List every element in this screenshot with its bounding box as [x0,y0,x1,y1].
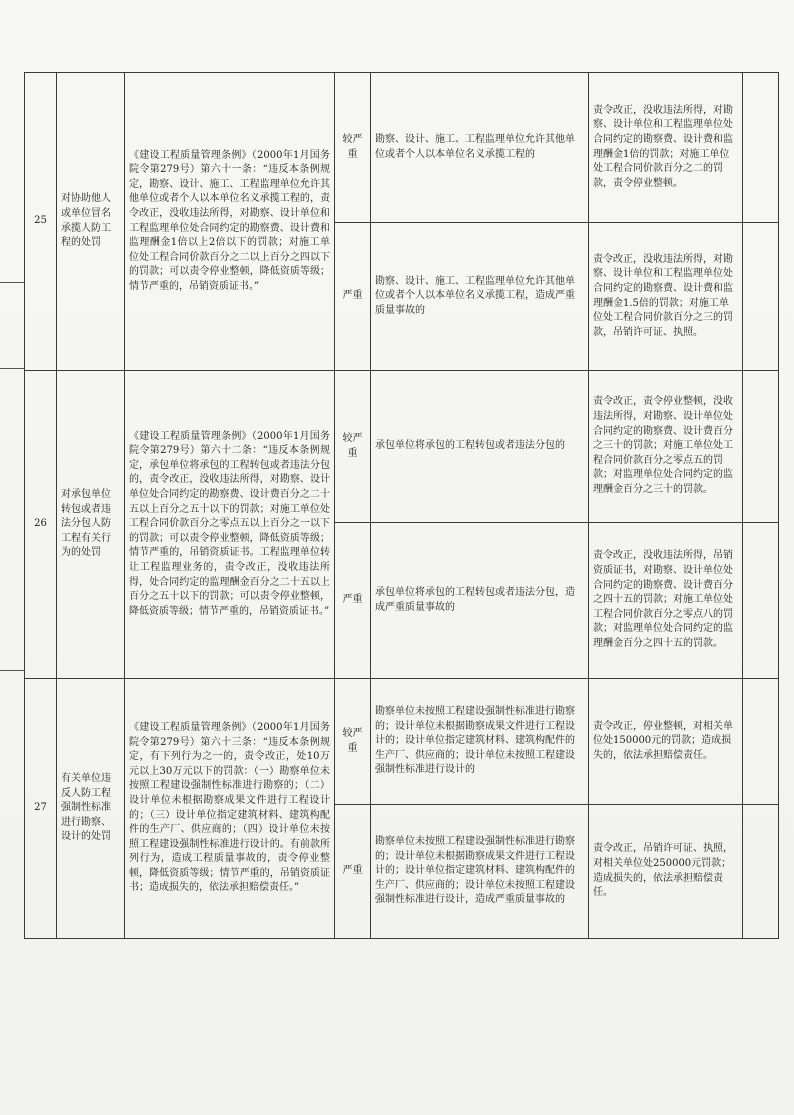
violation-condition: 勘察单位未按照工程建设强制性标准进行勘察的；设计单位未根据勘察成果文件进行工程设计的；设计单位指定建筑材料、建筑构配件的生产厂、供应商的；设计单位未按照工程建设强制性标准进行设计，造成严重质量事故的 [371,805,589,939]
remarks-cell [743,73,779,223]
penalty-standard: 责令改正，责令停业整顿，没收违法所得，对勘察、设计单位处合同约定的勘察费、设计费百分之三十的罚款；对施工单位处工程合同价款百分之零点五的罚款；对监理单位处合同约定的监理酬金百分之三十的罚款。 [589,371,743,523]
penalty-standard: 责令改正，没收违法所得，吊销资质证书，对勘察、设计单位处合同约定的勘察费、设计费百分之四十五的罚款；对施工单位处工程合同价款百分之零点八的罚款；对监理单位处合同约定的监理酬金百分之四十五的罚款。 [589,523,743,679]
severity-level: 严重 [335,223,371,371]
left-margin-strip [0,72,25,932]
remarks-cell [743,679,779,805]
violation-condition: 勘察、设计、施工、工程监理单位允许其他单位或者个人以本单位名义承揽工程的 [371,73,589,223]
remarks-cell [743,223,779,371]
severity-level: 较严重 [335,371,371,523]
violation-condition: 勘察单位未按照工程建设强制性标准进行勘察的；设计单位未根据勘察成果文件进行工程设计的；设计单位指定建筑材料、建筑构配件的生产厂、供应商的；设计单位未按照工程建设强制性标准进行设计的 [371,679,589,805]
remarks-cell [743,805,779,939]
penalty-standard: 责令改正，没收违法所得，对勘察、设计单位和工程监理单位处合同约定的勘察费、设计费和监理酬金1.5倍的罚款；对施工单位处工程合同价款百分之三的罚款，吊销许可证、执照。 [589,223,743,371]
violation-condition: 勘察、设计、施工、工程监理单位允许其他单位或者个人以本单位名义承揽工程，造成严重质量事故的 [371,223,589,371]
table-row [25,679,779,805]
violation-condition: 承包单位将承包的工程转包或者违法分包，造成严重质量事故的 [371,523,589,679]
legal-basis: 《建设工程质量管理条例》（2000年1月国务院令第279号）第六十一条：“违反本条例规定，勘察、设计、施工、工程监理单位允许其他单位或者个人以本单位名义承揽工程的，责令改正，没收违法所得，对勘察、设计单位和工程监理单位处合同约定的勘察费、设计费和监理酬金1倍以上2倍以下的罚款；对施工单位处工程合同价款百分之二以上百分之四以下的罚款；可以责令停业整顿，降低资质等级；情节严重的，吊销资质证书。” [125,73,335,371]
violation-item: 对协助他人或单位冒名承揽人防工程的处罚 [57,73,125,371]
penalty-standard: 责令改正，没收违法所得，对勘察、设计单位和工程监理单位处合同约定的勘察费、设计费和监理酬金1倍的罚款；对施工单位处工程合同价款百分之二的罚款，责令停业整顿。 [589,73,743,223]
severity-level: 较严重 [335,679,371,805]
row-number: 26 [25,371,57,679]
margin-divider [0,368,24,369]
violation-item: 对承包单位转包或者违法分包人防工程有关行为的处罚 [57,371,125,679]
row-number: 25 [25,73,57,371]
severity-level: 较严重 [335,73,371,223]
severity-level: 严重 [335,805,371,939]
remarks-cell [743,371,779,523]
remarks-cell [743,523,779,679]
violation-item: 有关单位违反人防工程强制性标准进行勘察、设计的处罚 [57,679,125,939]
severity-level: 严重 [335,523,371,679]
penalty-standard-table [24,72,779,939]
margin-divider [0,282,24,283]
row-number: 27 [25,679,57,939]
penalty-standard: 责令改正，停业整顿，对相关单位处150000元的罚款；造成损失的，依法承担赔偿责任。 [589,679,743,805]
legal-basis: 《建设工程质量管理条例》（2000年1月国务院令第279号）第六十三条：“违反本条例规定，有下列行为之一的，责令改正，处10万元以上30万元以下的罚款：（一）勘察单位未按照工程建设强制性标准进行勘察的；（二）设计单位未根据勘察成果文件进行工程设计的；（三）设计单位指定建筑材料、建筑构配件的生产厂、供应商的；（四）设计单位未按照工程建设强制性标准进行设计的。有前款所列行为，造成工程质量事故的，责令停业整顿，降低资质等级；情节严重的，吊销资质证书；造成损失的，依法承担赔偿责任。” [125,679,335,939]
violation-condition: 承包单位将承包的工程转包或者违法分包的 [371,371,589,523]
table-row [25,73,779,223]
legal-basis: 《建设工程质量管理条例》（2000年1月国务院令第279号）第六十二条：“违反本条例规定，承包单位将承包的工程转包或者违法分包的，责令改正，没收违法所得，对勘察、设计单位处合同约定的勘察费、设计费百分之二十五以上百分之五十以下的罚款；对施工单位处工程合同价款百分之零点五以上百分之一以下的罚款；可以责令停业整顿，降低资质等级；情节严重的，吊销资质证书。工程监理单位转让工程监理业务的，责令改正，没收违法所得，处合同约定的监理酬金百分之二十五以上百分之五十以下的罚款；可以责令停业整顿，降低资质等级；情节严重的，吊销资质证书。” [125,371,335,679]
table-row [25,371,779,523]
penalty-standard: 责令改正，吊销许可证、执照，对相关单位处250000元罚款；造成损失的，依法承担赔偿责任。 [589,805,743,939]
margin-divider [0,670,24,671]
